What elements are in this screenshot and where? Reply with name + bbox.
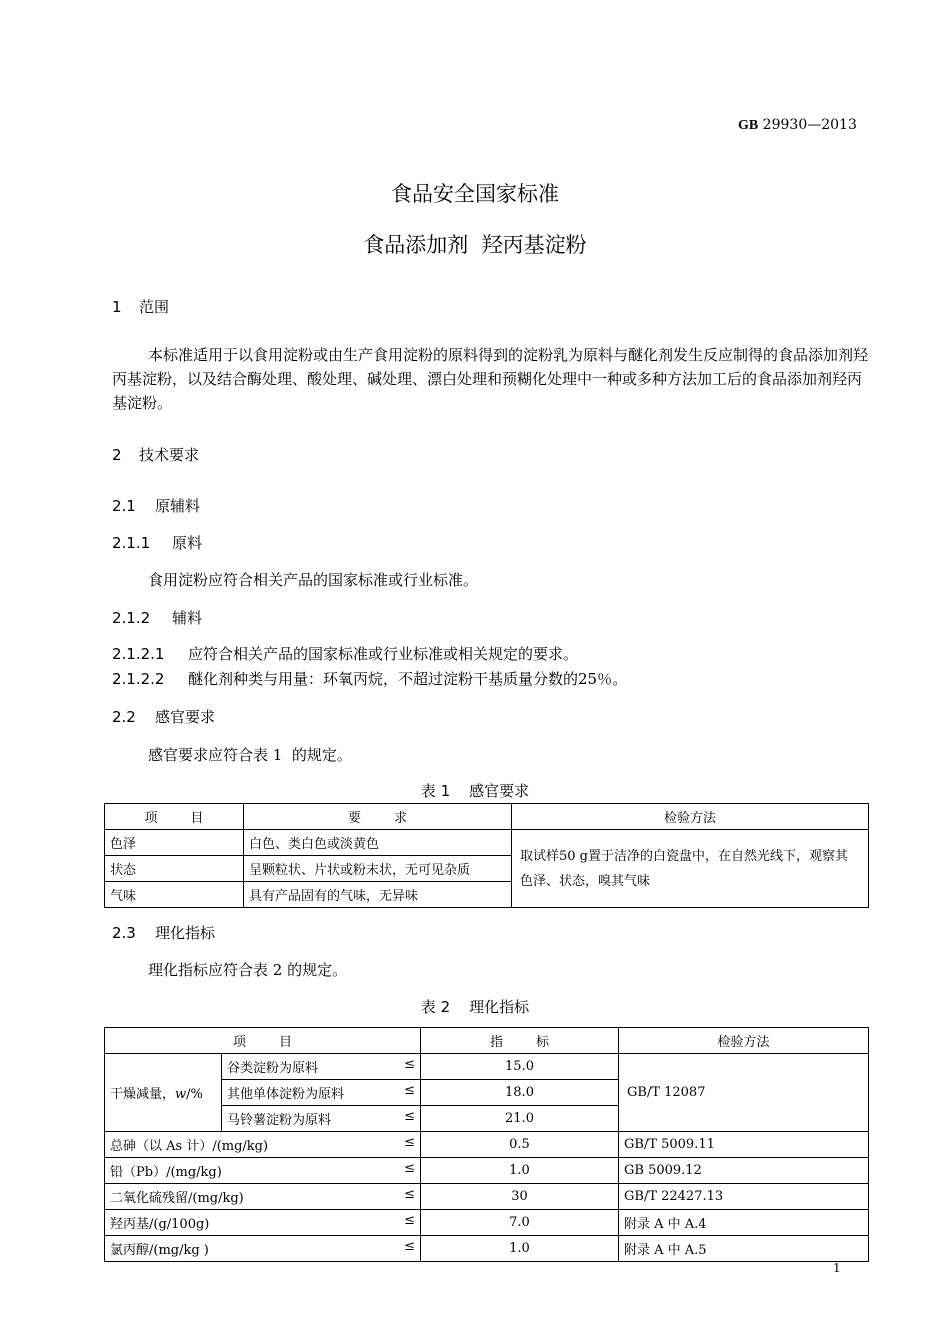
cell-method: 附录 A 中 A.4 — [619, 1210, 869, 1236]
clause-2-1-2-2 — [112, 668, 627, 689]
item-name: 总砷（以 As 计）/(mg/kg) — [110, 1139, 269, 1154]
cell-method: GB/T 5009.11 — [619, 1132, 869, 1158]
leq-symbol: ≤ — [404, 1239, 415, 1254]
drying-label: 干燥减量， — [110, 1087, 176, 1102]
cell-subitem — [222, 1106, 421, 1132]
table-row — [105, 1210, 869, 1236]
section-2-3-heading — [112, 922, 215, 943]
leq-symbol: ≤ — [404, 1161, 415, 1176]
cell-subitem — [222, 1080, 421, 1106]
standard-code-number: 29930—2013 — [758, 117, 857, 133]
section-1-heading — [112, 296, 169, 317]
leq-symbol: ≤ — [404, 1135, 415, 1150]
cell-method: 取试样50 g置于洁净的白瓷盘中，在自然光线下，观察其色泽、状态，嗅其气味 — [512, 830, 869, 908]
cell-item — [105, 1158, 421, 1184]
cell-requirement: 呈颗粒状、片状或粉末状，无可见杂质 — [244, 856, 512, 882]
item-name: 氯丙醇/(mg/kg ) — [110, 1243, 209, 1258]
clause-2-1-2-1 — [112, 643, 578, 664]
section-2-1-1-heading — [112, 532, 202, 553]
table-row — [105, 1158, 869, 1184]
clause-number: 2.1.2.1 — [112, 645, 165, 663]
section-number: 2.1 — [112, 497, 136, 515]
leq-symbol: ≤ — [404, 1187, 415, 1202]
cell-method: GB/T 22427.13 — [619, 1184, 869, 1210]
section-2-1-1-paragraph: 食用淀粉应符合相关产品的国家标准或行业标准。 — [148, 571, 479, 589]
item-name: 铅（Pb）/(mg/kg) — [110, 1165, 222, 1180]
section-number: 2.3 — [112, 924, 136, 942]
cell-value: 21.0 — [421, 1106, 619, 1132]
header-item: 项 目 — [105, 804, 244, 830]
section-number: 2 — [112, 446, 122, 464]
leq-symbol: ≤ — [404, 1083, 415, 1098]
cell-requirement: 具有产品固有的气味，无异味 — [244, 882, 512, 908]
subitem-name: 谷类淀粉为原料 — [227, 1061, 319, 1076]
header-method: 检验方法 — [619, 1028, 869, 1054]
standard-code-prefix: GB — [738, 118, 759, 133]
item-name: 二氧化硫残留/(mg/kg) — [110, 1191, 244, 1206]
table-2-physicochemical — [104, 1027, 869, 1262]
table-row — [105, 1054, 869, 1080]
section-number: 2.1.1 — [112, 534, 151, 552]
cell-method: 附录 A 中 A.5 — [619, 1236, 869, 1262]
header-method: 检验方法 — [512, 804, 869, 830]
cell-requirement: 白色、类白色或淡黄色 — [244, 830, 512, 856]
cell-value: 18.0 — [421, 1080, 619, 1106]
title-line-2: 食品添加剂 羟丙基淀粉 — [363, 233, 587, 257]
table-1-caption: 表 1 感官要求 — [420, 782, 530, 800]
section-title: 原辅料 — [155, 497, 201, 515]
section-title: 原料 — [172, 534, 203, 552]
section-number: 2.1.2 — [112, 609, 151, 627]
drying-unit: /% — [186, 1087, 203, 1102]
table-2-caption: 表 2 理化指标 — [420, 998, 530, 1016]
section-2-1-heading — [112, 495, 200, 516]
cell-subitem — [222, 1054, 421, 1080]
cell-value: 30 — [421, 1184, 619, 1210]
cell-value: 15.0 — [421, 1054, 619, 1080]
section-title: 感官要求 — [155, 708, 216, 726]
table-1-sensory — [104, 803, 869, 908]
cell-value: 0.5 — [421, 1132, 619, 1158]
standard-code — [738, 117, 857, 134]
item-name: 羟丙基/(g/100g) — [110, 1217, 210, 1232]
header-value: 指 标 — [421, 1028, 619, 1054]
drying-unit-symbol: w — [175, 1087, 187, 1102]
page-number: 1 — [833, 1261, 841, 1275]
leq-symbol: ≤ — [404, 1213, 415, 1228]
section-number: 2.2 — [112, 708, 136, 726]
section-1-paragraph: 本标准适用于以食用淀粉或由生产食用淀粉的原料得到的淀粉乳为原料与醚化剂发生反应制得的食品添加剂羟丙基淀粉，以及结合酶处理、酸处理、碱处理、漂白处理和预糊化处理中一种或多种方法加工后的食品添加剂羟丙基淀粉。 — [112, 346, 869, 412]
table-header-row — [105, 1028, 869, 1054]
leq-symbol: ≤ — [404, 1109, 415, 1124]
table-header-row — [105, 804, 869, 830]
subitem-name: 马铃薯淀粉为原料 — [227, 1113, 332, 1128]
cell-item — [105, 1184, 421, 1210]
cell-value: 7.0 — [421, 1210, 619, 1236]
title-line-1: 食品安全国家标准 — [391, 182, 559, 206]
header-item: 项 目 — [105, 1028, 421, 1054]
section-number: 1 — [112, 298, 122, 316]
leq-symbol: ≤ — [404, 1057, 415, 1072]
section-2-3-paragraph: 理化指标应符合表 2 的规定。 — [148, 961, 348, 979]
cell-item — [105, 1132, 421, 1158]
section-2-2-heading — [112, 706, 215, 727]
clause-text: 醚化剂种类与用量：环氧丙烷，不超过淀粉干基质量分数的25％。 — [188, 670, 628, 688]
section-2-2-paragraph: 感官要求应符合表 1 的规定。 — [148, 746, 352, 764]
cell-value: 1.0 — [421, 1236, 619, 1262]
cell-method: GB 5009.12 — [619, 1158, 869, 1184]
section-title: 技术要求 — [139, 446, 200, 464]
table-row — [105, 830, 869, 856]
section-2-heading — [112, 444, 199, 465]
cell-item: 状态 — [105, 856, 244, 882]
clause-text: 应符合相关产品的国家标准或行业标准或相关规定的要求。 — [188, 645, 579, 663]
cell-item — [105, 1210, 421, 1236]
section-title: 辅料 — [172, 609, 203, 627]
cell-value: 1.0 — [421, 1158, 619, 1184]
cell-method: GB/T 12087 — [619, 1054, 869, 1132]
cell-item: 色泽 — [105, 830, 244, 856]
section-title: 理化指标 — [155, 924, 216, 942]
subitem-name: 其他单体淀粉为原料 — [227, 1087, 345, 1102]
table-row — [105, 1236, 869, 1262]
section-title: 范围 — [139, 298, 170, 316]
table-row — [105, 1132, 869, 1158]
table-row — [105, 1184, 869, 1210]
header-requirement: 要 求 — [244, 804, 512, 830]
cell-item: 气味 — [105, 882, 244, 908]
clause-number: 2.1.2.2 — [112, 670, 165, 688]
section-2-1-2-heading — [112, 607, 202, 628]
cell-drying-loss — [105, 1054, 222, 1132]
cell-item — [105, 1236, 421, 1262]
